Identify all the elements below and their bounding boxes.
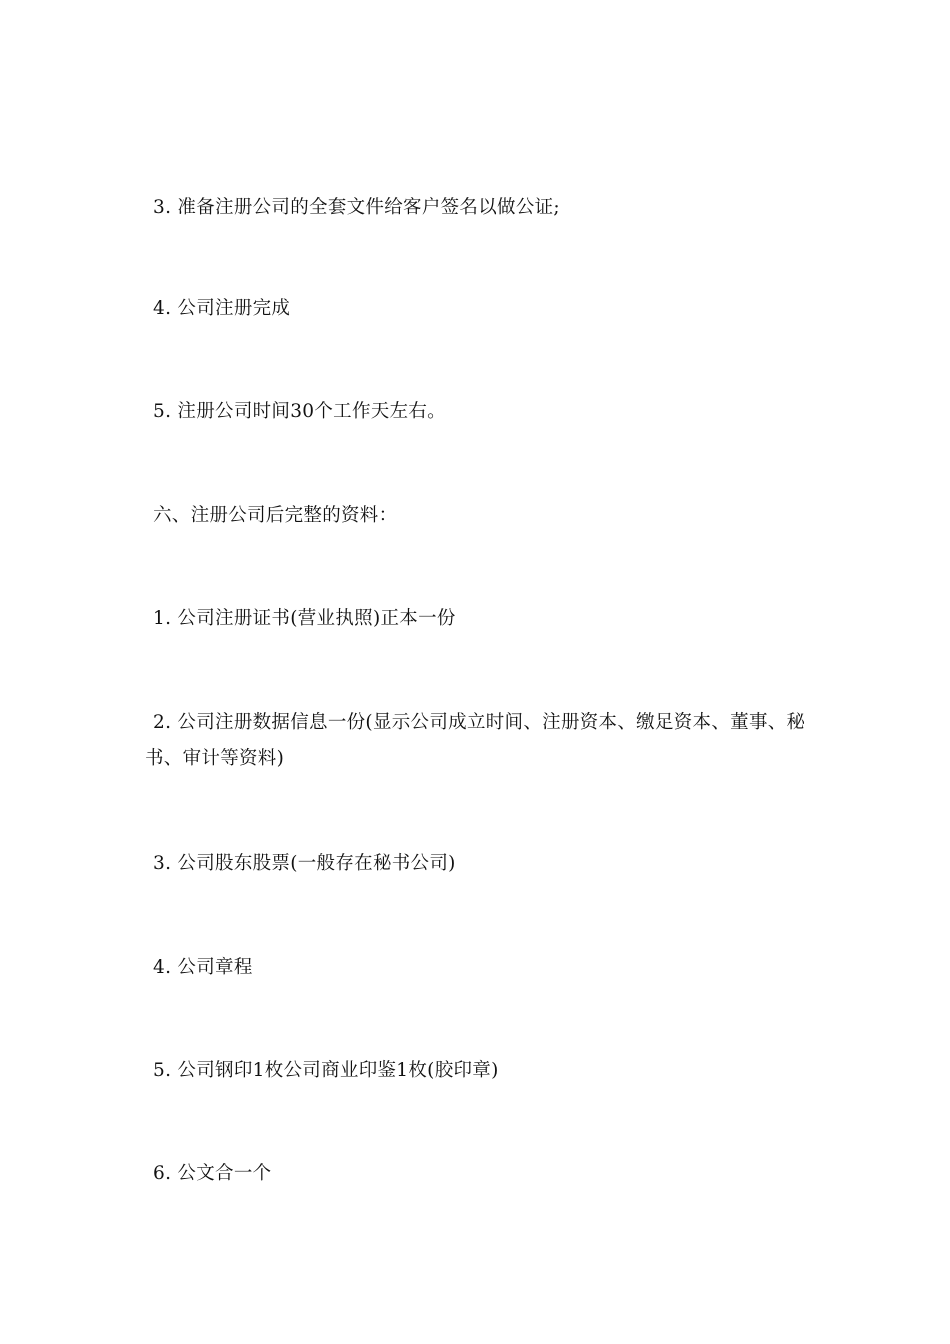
list-item-4: 4. 公司章程 bbox=[153, 957, 253, 978]
paragraph-step-5: 5. 注册公司时间30个工作天左右。 bbox=[153, 401, 446, 422]
list-item-3: 3. 公司股东股票(一般存在秘书公司) bbox=[153, 853, 456, 874]
list-item-5: 5. 公司钢印1枚公司商业印鉴1枚(胶印章) bbox=[153, 1060, 499, 1081]
list-item-2: 2. 公司注册数据信息一份(显示公司成立时间、注册资本、缴足资本、董事、秘书、审计等资料) bbox=[145, 712, 806, 769]
section-heading-6: 六、注册公司后完整的资料： bbox=[153, 505, 398, 526]
paragraph-step-4: 4. 公司注册完成 bbox=[153, 298, 291, 319]
list-item-1: 1. 公司注册证书(营业执照)正本一份 bbox=[153, 608, 456, 629]
paragraph-step-3: 3. 准备注册公司的全套文件给客户签名以做公证; bbox=[153, 197, 560, 218]
list-item-6: 6. 公文合一个 bbox=[153, 1163, 272, 1184]
